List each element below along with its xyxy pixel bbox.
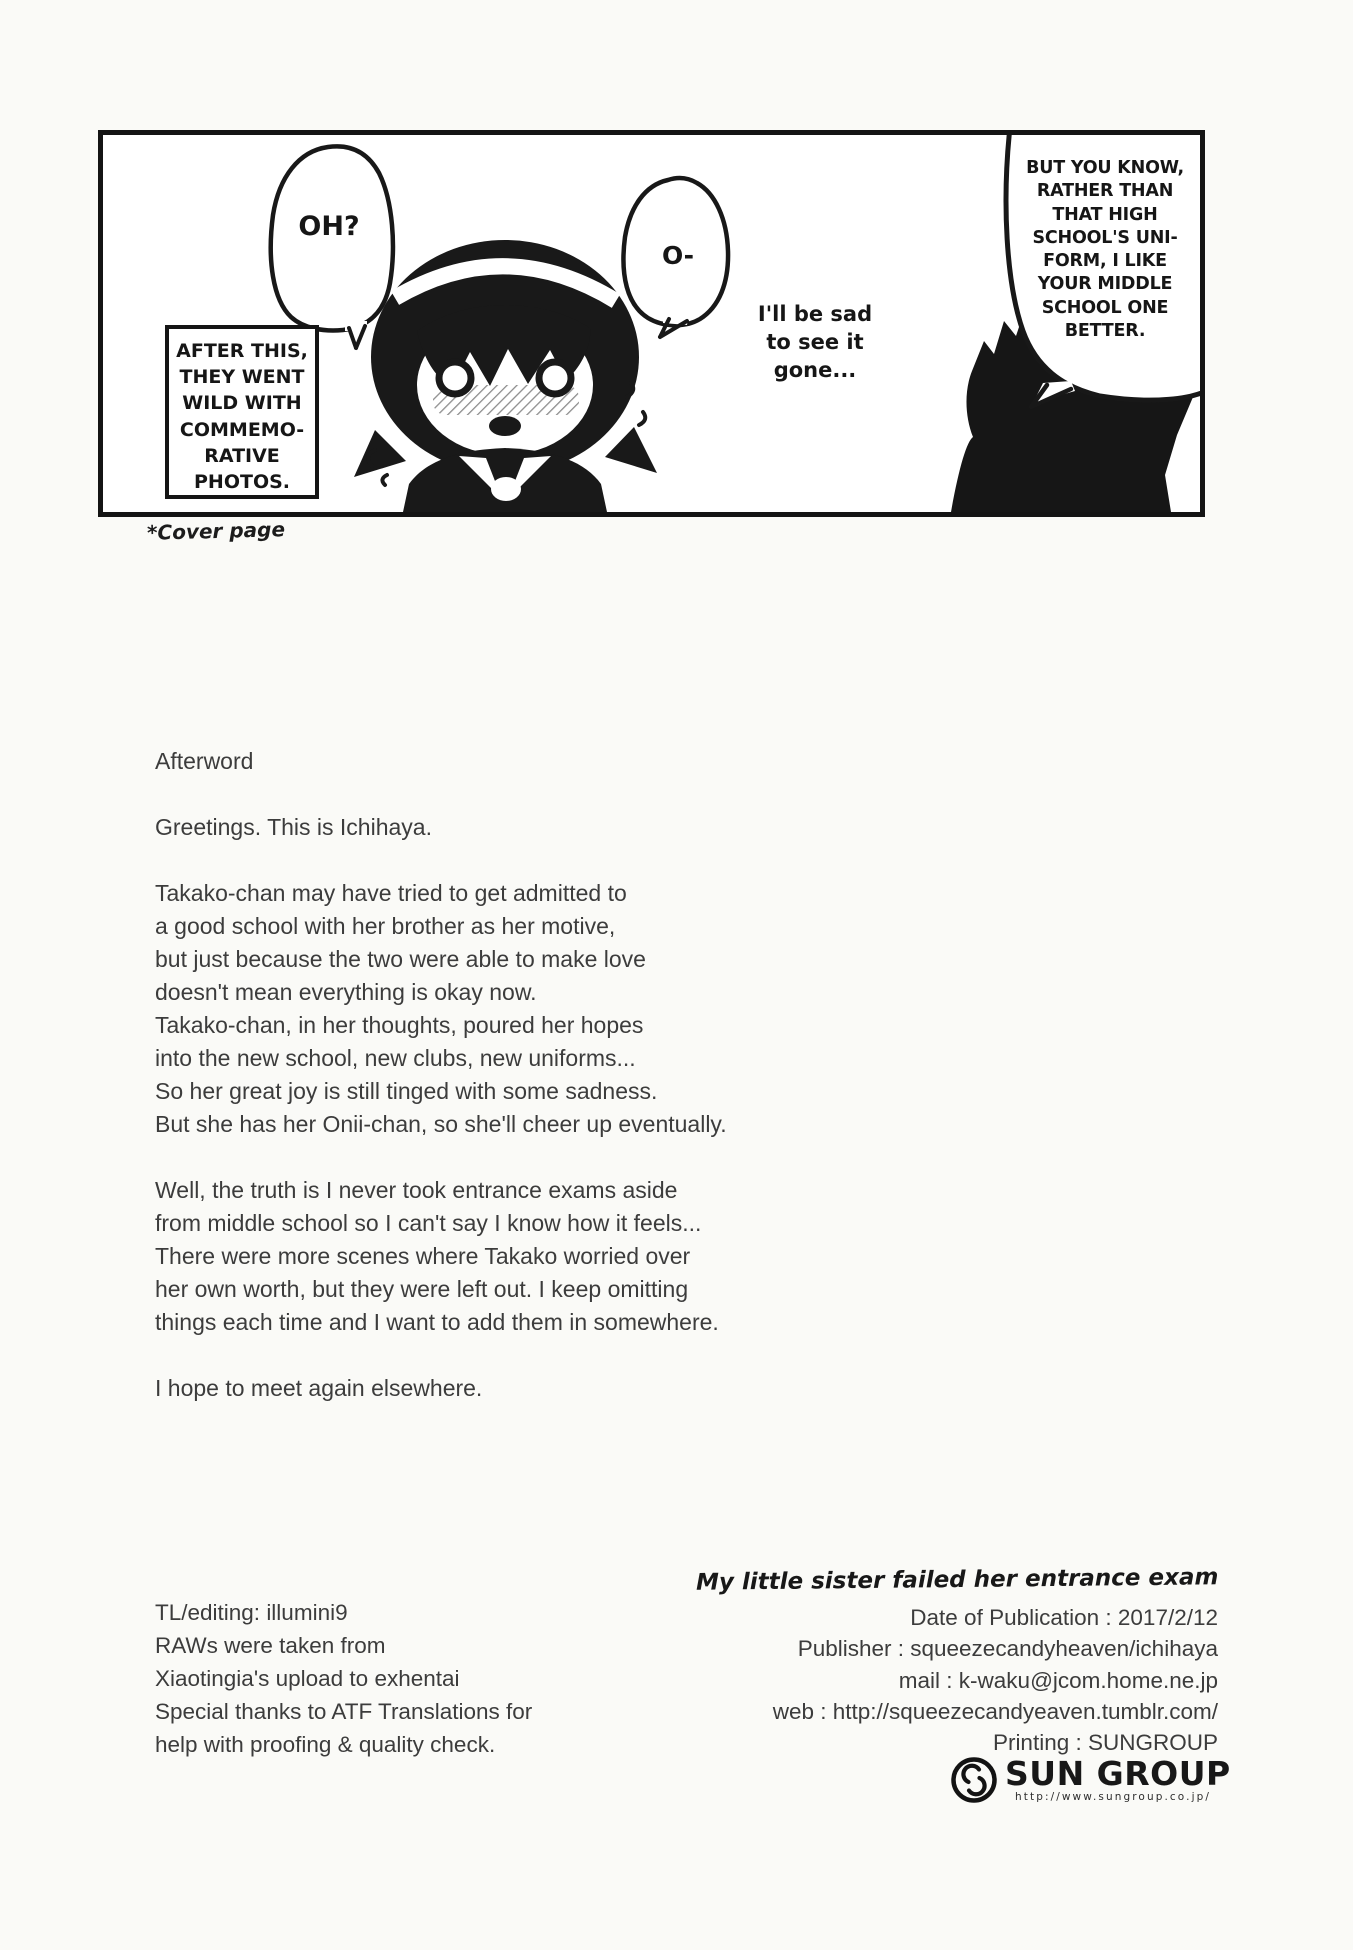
sun-group-logo xyxy=(950,1756,1231,1804)
floating-dialogue-line: I'll be sad xyxy=(757,302,873,326)
afterword-line: her own worth, but they were left out. I keep omitting xyxy=(155,1276,689,1302)
doujin-title: My little sister failed her entrance exam xyxy=(695,1564,1219,1596)
publication-line: Printing : SUNGROUP xyxy=(992,1730,1218,1756)
afterword-line: but just because the two were able to make love xyxy=(155,946,646,972)
afterword-text xyxy=(155,745,795,1405)
girl-illustration xyxy=(354,240,657,512)
speech-bubble-oh-text: OH? xyxy=(298,211,360,242)
dialogue-line: YOUR MIDDLE xyxy=(1037,274,1173,295)
afterword-line: into the new school, new clubs, new uniforms... xyxy=(155,1045,636,1071)
caption-line: PHOTOS. xyxy=(194,471,290,494)
afterword-heading: Afterword xyxy=(155,748,254,774)
afterword-line: Takako-chan, in her thoughts, poured her hopes xyxy=(155,1012,644,1038)
afterword-line xyxy=(155,1141,795,1174)
dialogue-line: SCHOOL ONE xyxy=(1041,297,1169,318)
sun-group-logo-text xyxy=(1005,1756,1231,1803)
caption-line: COMMEMO- xyxy=(179,418,305,441)
dialogue-line: BETTER. xyxy=(1064,321,1146,342)
dialogue-line: THAT HIGH xyxy=(1052,204,1158,225)
floating-dialogue-line: to see it xyxy=(766,330,864,354)
credit-line: TL/editing: illumini9 xyxy=(155,1600,348,1625)
publication-line: web : http://squeezecandyeaven.tumblr.com/ xyxy=(772,1698,1218,1724)
afterword-line xyxy=(155,844,795,877)
credit-line: Xiaotingia's upload to exhentai xyxy=(155,1666,460,1691)
credits-right xyxy=(695,1564,1219,1758)
credit-line: help with proofing & quality check. xyxy=(155,1732,496,1757)
afterword-line xyxy=(155,778,795,811)
sun-group-logo-icon xyxy=(950,1756,998,1804)
afterword-line: doesn't mean everything is okay now. xyxy=(155,979,537,1005)
credit-line: Special thanks to ATF Translations for xyxy=(155,1699,533,1724)
afterword-line: There were more scenes where Takako worried over xyxy=(155,1243,691,1269)
comic-panel xyxy=(98,130,1205,517)
cover-page-note: *Cover page xyxy=(146,517,286,545)
dialogue-line: RATHER THAN xyxy=(1036,181,1174,202)
afterword-line: things each time and I want to add them in somewhere. xyxy=(155,1309,719,1335)
printer-url: http://www.sungroup.co.jp/ xyxy=(1015,1791,1211,1803)
caption-box xyxy=(165,325,319,499)
publication-line: mail : k-waku@jcom.home.ne.jp xyxy=(898,1667,1218,1693)
speech-bubble-o-text: O- xyxy=(661,241,695,270)
afterword-line: Takako-chan may have tried to get admitted to xyxy=(155,880,627,906)
afterword-line: Well, the truth is I never took entrance exams aside xyxy=(155,1177,678,1203)
dialogue-line: SCHOOL'S UNI- xyxy=(1032,227,1178,248)
caption-line: RATIVE xyxy=(204,444,280,467)
printer-name: SUN GROUP xyxy=(1005,1754,1231,1793)
afterword-line: But she has her Onii-chan, so she'll cheer up eventually. xyxy=(155,1111,727,1137)
afterword-line: from middle school so I can't say I know how it feels... xyxy=(155,1210,702,1236)
floating-dialogue-line: gone... xyxy=(773,358,857,382)
credit-line: RAWs were taken from xyxy=(155,1633,386,1658)
floating-dialogue xyxy=(743,300,887,384)
speech-bubble-oh xyxy=(271,146,393,348)
credits-left xyxy=(155,1596,532,1761)
afterword-line: I hope to meet again elsewhere. xyxy=(155,1375,483,1401)
caption-line: THEY WENT xyxy=(179,366,305,389)
speech-bubble-right-text xyxy=(1019,157,1191,343)
dialogue-line: BUT YOU KNOW, xyxy=(1026,158,1184,178)
publication-line: Date of Publication : 2017/2/12 xyxy=(910,1605,1218,1630)
afterword-line: Greetings. This is Ichihaya. xyxy=(155,814,432,840)
afterword-line: So her great joy is still tinged with some sadness. xyxy=(155,1078,658,1104)
caption-line: AFTER THIS, xyxy=(176,340,308,362)
afterword-line: a good school with her brother as her motive, xyxy=(155,913,616,939)
publication-line: Publisher : squeezecandyheaven/ichihaya xyxy=(797,1636,1218,1662)
dialogue-line: FORM, I LIKE xyxy=(1043,251,1167,272)
caption-line: WILD WITH xyxy=(182,392,302,415)
afterword-line xyxy=(155,1339,795,1372)
